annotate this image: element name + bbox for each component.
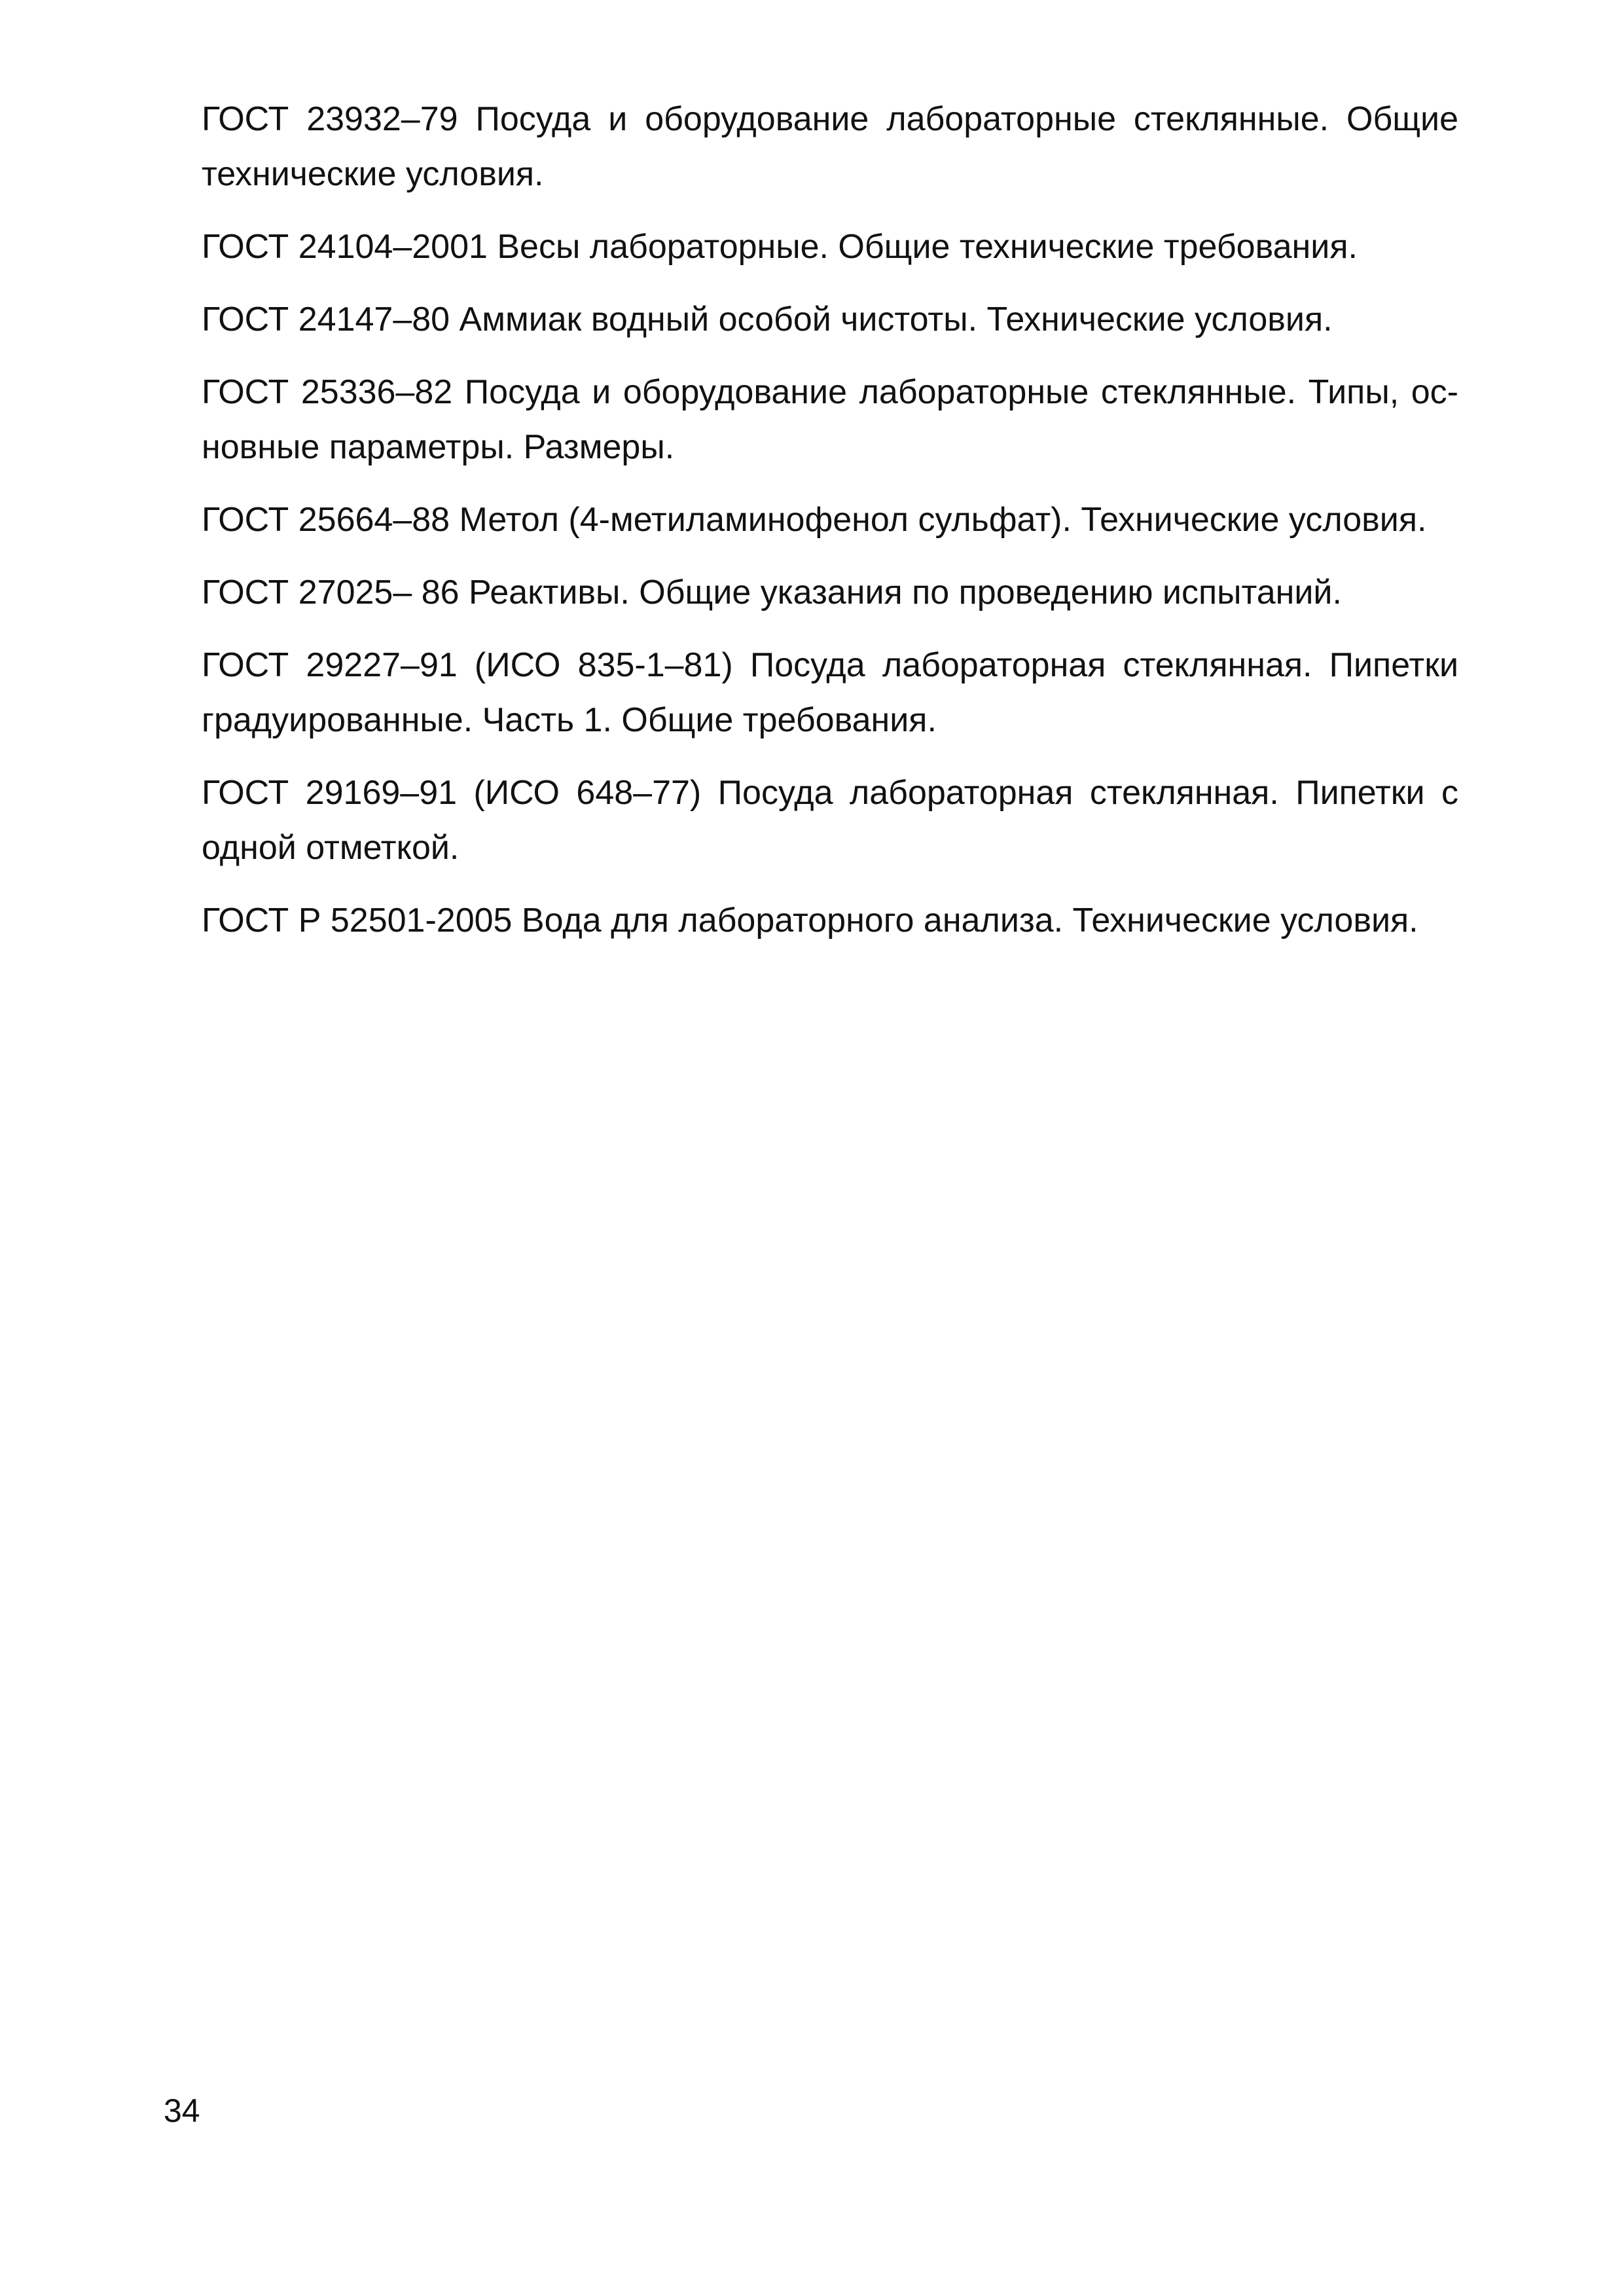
reference-item: ГОСТ 24104–2001 Весы лабораторные. Общие технические требования. — [202, 228, 1358, 266]
reference-item: ГОСТ 24147–80 Аммиак водный особой чистоты. Технические условия. — [202, 301, 1333, 338]
reference-item: ГОСТ 29169–91 (ИСО 648–77) Посуда лабораторная стеклянная. Пипетки с одной отметкой. — [202, 774, 1458, 867]
reference-item: ГОСТ 27025– 86 Реактивы. Общие указания по проведению испытаний. — [202, 574, 1342, 611]
reference-item: ГОСТ 25336–82 Посуда и оборудование лабораторные стеклянные. Типы, основные параметры. Размеры. — [202, 373, 1458, 466]
reference-item: ГОСТ Р 52501-2005 Вода для лабораторного анализа. Технические условия. — [202, 902, 1418, 939]
reference-list — [202, 92, 1458, 966]
reference-item: ГОСТ 23932–79 Посуда и оборудование лабораторные стеклянные. Общие технические условия. — [202, 100, 1458, 193]
reference-item: ГОСТ 25664–88 Метол (4-метиламинофенол сульфат). Технические условия. — [202, 501, 1427, 539]
page-number: 34 — [164, 2092, 200, 2129]
reference-item: ГОСТ 29227–91 (ИСО 835-1–81) Посуда лабораторная стеклянная. Пипетки градуированные. Часть 1. Общие требования. — [202, 646, 1458, 739]
